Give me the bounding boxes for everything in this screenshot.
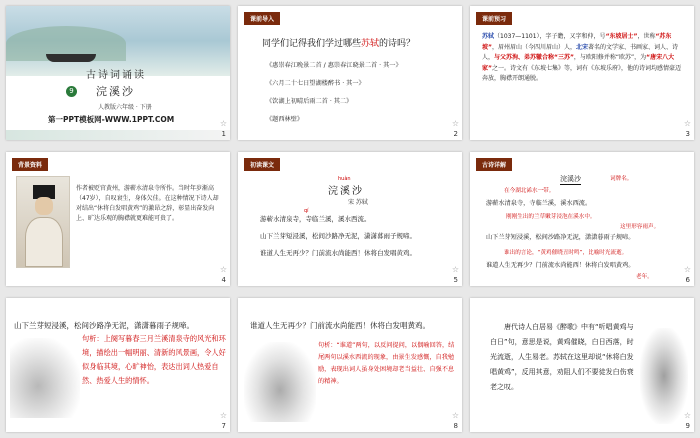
ink-painting [244,342,316,422]
poem-item: 《饮湖上初晴后雨二首 · 其二》 [266,98,353,105]
annotation: 词牌名。 [610,176,633,182]
slide-number: 1 [221,130,226,138]
star-icon[interactable]: ☆ [219,265,227,274]
slide-number: 3 [685,130,690,138]
section-tag: 初读课文 [244,158,280,171]
bottom-band [6,130,230,140]
slide-number: 4 [221,276,226,284]
edition-label: 人教版六年级 · 下册 [98,104,152,111]
intro-text: ，世称 [637,33,656,40]
intro-highlight: “唐宋八大家” [482,54,675,72]
intro-highlight: “东坡居士” [605,33,638,40]
portrait-robe [25,217,63,267]
verse-analysis: 句析：“谁道”两句，以反问提问，以偶喻回答，结尾两句以溪水西流的现象，由景生发感慨，自我勉励，表现出词人虽身处困境却老当益壮、自强不息的精神。 [318,342,455,385]
star-icon[interactable]: ☆ [683,119,691,128]
annotation: 谁出的言论，“黄鸡催晓丑时鸣”，比喻时光流逝。 [504,250,628,256]
poem-line: 谁道人生无再少？门前流水尚能西！休将白发唱黄鸡。 [260,249,416,257]
extension-text: 唐代诗人白居易《醉歌》中有“听唱黄鸡与白日”句，意思是说，黄鸡催晓，白日西落，时光流逝，人生易老。苏轼在这里却说“休将白发唱黄鸡”，反用其意，劝阻人们不要徒发白伤衰老之叹。 [490,323,634,391]
intro-text: （1037—1101），字子瞻，又字和仲，号 [494,33,606,40]
star-icon[interactable]: ☆ [683,411,691,420]
intro-text: ，与欧阳修并称“欧苏”，为 [573,54,647,61]
slide-thumbnail-8[interactable] [238,298,462,432]
poem-line: 谁道人生无再少？门前流水尚能西！休将白发唱黄鸡。 [486,262,635,269]
poem-line: 山下兰芽短浸溪，松间沙路净无泥，潇潇暮雨子规啼。 [486,234,635,241]
poem-list [266,60,402,132]
section-tag: 课前导入 [244,12,280,25]
cover-lesson-title: 浣溪沙 [96,85,135,98]
slide-thumbnail-5[interactable] [238,152,462,286]
verse-analysis: 句析：上阕写暮春三月兰溪清泉寺的风光和环境，描绘出一幅明丽、清新的风景画，令人好似身临其境，心旷神怡，表达出词人热爱自然、热爱人生的情怀。 [82,334,226,385]
slide-thumbnail-6[interactable] [470,152,694,286]
ink-painting [10,338,80,418]
intro-text: 之一。诗文有《东坡七集》等，词有《东坡乐府》，他的诗词均感情豪迈奔放，胸襟开朗通脱。 [482,64,681,82]
poem-line: 游蕲水清泉寺，寺临兰溪，溪水西流。 [486,200,592,207]
question-highlight: 苏轼 [361,39,380,49]
annotation: 刚刚生出的兰草嫩芽浸泡在溪水中。 [506,214,596,220]
question-text: 同学们记得我们学过哪些 [262,39,362,49]
verse-heading: 谁道人生无再少？门前流水尚能西！休将白发唱黄鸡。 [250,321,430,330]
intro-highlight: 与父苏洵、弟苏辙合称“三苏” [494,54,574,61]
site-label: 第一PPT模板网-WWW.1PPT.COM [48,115,175,124]
ink-figure-painting [640,328,688,424]
pinyin-label: huàn [338,176,351,182]
intro-text: 著名的文学家、书画家、词人、诗人， [482,43,678,61]
poem-line: 山下兰芽短浸溪，松间沙路净无泥，潇潇暮雨子规啼。 [260,232,416,240]
section-tag: 古诗详解 [476,158,512,171]
star-icon[interactable]: ☆ [683,265,691,274]
annotation: 在今湖北浠水一带。 [504,188,555,194]
intro-highlight: 北宋 [575,43,588,51]
annotation: 这里形容雨声。 [620,224,660,230]
intro-text: ，眉州眉山（今四川眉山）人， [491,43,576,51]
verse-heading: 山下兰芽短浸溪，松间沙路净无泥，潇潇暮雨子规啼。 [14,321,194,330]
slide-number: 5 [453,276,458,284]
background-text: 作者被贬官黄州，游蕲水清泉寺所作。当时年岁渐高（47岁），自叹衰生，身体欠佳。在这种情况下诗人却对结出“休将白发唱黄鸡”的激昂之辞，彰显出奋发向上、旷达乐观的胸襟就更难能可贵了。 [76,185,219,222]
portrait-face [35,197,53,215]
question-text-end: 的诗吗？ [379,39,416,49]
star-icon[interactable]: ☆ [451,119,459,128]
slide-number: 7 [221,422,226,430]
intro-question [262,36,415,49]
section-tag: 课前预习 [476,12,512,25]
annotation: 老年。 [636,274,653,280]
poem-line: 游蕲水清泉寺，寺临兰溪，溪水西流。 [260,215,371,223]
poem-title: 浣溪沙 [328,186,364,197]
slide-thumbnail-7[interactable] [6,298,230,432]
star-icon[interactable]: ☆ [219,119,227,128]
lesson-number-badge: 9 [66,86,77,97]
intro-highlight: “苏东坡” [482,33,672,51]
slide-thumbnail-2[interactable] [238,6,462,140]
slide-thumbnail-3[interactable] [470,6,694,140]
slide-number: 2 [453,130,458,138]
poem-lines [260,214,416,265]
su-shi-portrait [16,176,70,268]
star-icon[interactable]: ☆ [451,265,459,274]
poem-item: 《六月二十七日望湖楼醉书 · 其一》 [266,80,365,87]
poem-title: 浣溪沙 [560,175,581,183]
author-intro [482,32,682,85]
slide-number: 8 [453,422,458,430]
pinyin-label: qí [304,208,309,214]
poem-item: 《题西林壁》 [266,116,304,123]
cover-title: 古诗词诵读 [86,70,146,81]
slide-number: 9 [685,422,690,430]
star-icon[interactable]: ☆ [219,411,227,420]
boat-decoration [46,54,96,62]
section-tag: 背景资料 [12,158,48,171]
author-name: 苏轼 [482,33,495,40]
slide-thumbnail-4[interactable] [6,152,230,286]
star-icon[interactable]: ☆ [451,411,459,420]
slide-thumbnail-1[interactable] [6,6,230,140]
poem-author: 宋 苏轼 [348,199,368,206]
slide-number: 6 [685,276,690,284]
slide-thumbnail-9[interactable] [470,298,694,432]
poem-item: 《惠崇春江晚景二首 / 惠崇春江晓景二首 · 其一》 [266,62,402,69]
